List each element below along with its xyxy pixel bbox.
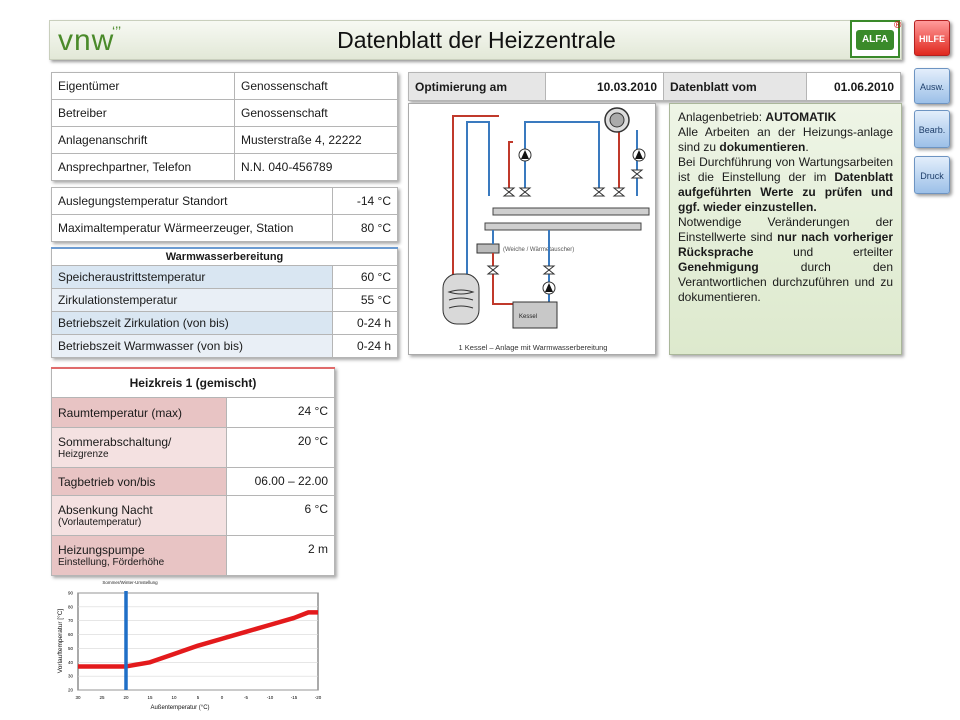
help-button[interactable]: HILFE: [914, 20, 950, 56]
table-row: [52, 154, 398, 181]
day-operation-label: [52, 468, 227, 496]
night-setback-label: [52, 496, 227, 536]
max-temp-value: 80 °C: [333, 215, 398, 242]
plot-frame: [78, 593, 318, 690]
y-tick-label: 90: [67, 590, 73, 596]
circulation-hours-label: Betriebszeit Zirkulation (von bis): [52, 312, 333, 335]
table-row: [52, 335, 398, 358]
operation-mode-label: Anlagenbetrieb:: [678, 110, 766, 124]
contact-label: Ansprechpartner, Telefon: [52, 154, 235, 181]
diagram-caption: 1 Kessel – Anlage mit Warmwasserbereitung: [458, 343, 608, 352]
room-temp-value: 24 °C: [227, 398, 335, 428]
x-tick-label: 25: [99, 695, 105, 700]
page-title: Datenblatt der Heizzentrale: [337, 27, 616, 53]
heating-curve-svg: [40, 576, 330, 711]
alfa-logo-text: ALFA: [856, 30, 894, 50]
print-button[interactable]: Druck: [914, 156, 950, 194]
switch-label: (Weiche / Wärmetauscher): [503, 247, 575, 253]
owner-table: [51, 72, 398, 181]
hot-water-table: [51, 247, 398, 358]
datasheet-date: 01.06.2010: [807, 73, 901, 101]
vnw-logo-mark: ‘’’: [112, 23, 122, 39]
operation-mode-value: AUTOMATIK: [765, 110, 837, 124]
address-label: Anlagenanschrift: [52, 127, 235, 154]
y-tick-label: 40: [67, 659, 73, 665]
notes-paragraph-2: [678, 155, 893, 215]
hot-water-hours-label: Betriebszeit Warmwasser (von bis): [52, 335, 333, 358]
notes-text: .: [805, 140, 809, 154]
circulation-temp-value: 55 °C: [333, 289, 398, 312]
edit-button[interactable]: Bearb.: [914, 110, 950, 148]
table-row: [52, 428, 335, 468]
heating-circuit-table: [51, 367, 335, 576]
notes-text: Bei Durchführung von Wartungsarbeiten ist die Einstellung der im: [678, 155, 893, 184]
select-button[interactable]: Ausw.: [914, 68, 950, 104]
heating-curve-chart: [40, 576, 330, 711]
table-row: [52, 496, 335, 536]
x-tick-label: -10: [266, 695, 274, 700]
optimization-table: [408, 72, 901, 101]
circulation-temp-label: Zirkulationstemperatur: [52, 289, 333, 312]
notes-emphasis: nur nach vorheriger Rücksprache: [678, 230, 893, 259]
x-tick-label: -20: [314, 695, 322, 700]
design-temperature-table: [51, 187, 398, 242]
table-row: [52, 100, 398, 127]
table-row: [52, 215, 398, 242]
table-row: [52, 127, 398, 154]
notes-emphasis: Datenblatt aufgeführten Werte zu prüfen und ggf. wieder einzustellen.: [678, 170, 893, 214]
table-row: [52, 312, 398, 335]
table-row: [52, 468, 335, 496]
notes-text: Alle Arbeiten an der Heizungs-anlage sind zu: [678, 125, 893, 154]
operator-label: Betreiber: [52, 100, 235, 127]
y-tick-label: 20: [67, 687, 73, 693]
room-temp-label-text: Raumtemperatur (max): [58, 405, 183, 420]
notes-emphasis: Genehmigung: [678, 260, 759, 274]
max-temp-label: Maximaltemperatur Wärmeerzeuger, Station: [52, 215, 333, 242]
notes-text: durch den Verantwortlichen durchzuführen und zu dokumentieren.: [678, 260, 893, 304]
day-operation-label-text: Tagbetrieb von/bis: [58, 474, 156, 489]
summer-shutdown-value: 20 °C: [227, 428, 335, 468]
notes-paragraph-1: [678, 125, 893, 155]
notes-text: Notwendige Veränderungen der Einstellwerte sind: [678, 215, 893, 244]
notes-text: und erteilter: [753, 245, 893, 259]
circulation-hours-value: 0-24 h: [333, 312, 398, 335]
contact-value: N.N. 040-456789: [235, 154, 398, 181]
operator-value: Genossenschaft: [235, 100, 398, 127]
header-bar: [49, 20, 902, 60]
day-operation-value: 06.00 – 22.00: [227, 468, 335, 496]
pump-sublabel: Einstellung, Förderhöhe: [58, 557, 165, 568]
heating-schematic-icon: [409, 104, 657, 356]
x-axis-label: Außentemperatur (°C): [150, 705, 210, 711]
table-row: [52, 266, 398, 289]
y-tick-label: 80: [67, 604, 73, 610]
operation-mode-line: [678, 110, 893, 125]
summer-shutdown-label: [52, 428, 227, 468]
registered-icon: ®: [894, 20, 902, 31]
pump-label-text: Heizungspumpe: [58, 543, 145, 557]
night-setback-label-text: Absenkung Nacht: [58, 503, 153, 517]
x-tick-label: -15: [290, 695, 298, 700]
owner-label: Eigentümer: [52, 73, 235, 100]
optimization-date: 10.03.2010: [546, 73, 664, 101]
notes-emphasis: dokumentieren: [719, 140, 806, 154]
room-temp-label: [52, 398, 227, 428]
y-axis-label: Vorlauftemperatur [°C]: [57, 608, 64, 674]
storage-outlet-temp-label: Speicheraustrittstemperatur: [52, 266, 333, 289]
x-tick-label: 20: [123, 695, 129, 700]
table-row: [52, 289, 398, 312]
site-design-temp-value: -14 °C: [333, 188, 398, 215]
x-tick-label: 10: [171, 695, 177, 700]
datasheet-date-label: Datenblatt vom: [664, 73, 807, 101]
pump-label: [52, 536, 227, 576]
x-tick-label: 15: [147, 695, 153, 700]
table-row: [52, 73, 398, 100]
y-tick-label: 50: [67, 645, 73, 651]
table-header-row: [52, 248, 398, 266]
y-tick-label: 60: [67, 632, 73, 638]
y-tick-label: 30: [67, 673, 73, 679]
night-setback-value: 6 °C: [227, 496, 335, 536]
site-design-temp-label: Auslegungstemperatur Standort: [52, 188, 333, 215]
table-row: [52, 536, 335, 576]
x-tick-label: 30: [75, 695, 81, 700]
vnw-logo: vnw: [58, 24, 115, 57]
summer-shutdown-sublabel: Heizgrenze: [58, 449, 109, 460]
alfa-logo: [850, 20, 900, 58]
table-row: [409, 73, 901, 101]
y-tick-label: 70: [67, 618, 73, 624]
summer-shutdown-label-text: Sommerabschaltung/: [58, 435, 172, 449]
night-setback-sublabel: (Vorlautemperatur): [58, 517, 142, 528]
storage-outlet-temp-value: 60 °C: [333, 266, 398, 289]
x-tick-label: 0: [220, 695, 224, 700]
system-diagram: [408, 103, 656, 355]
notes-panel: [669, 103, 902, 355]
x-tick-label: 5: [196, 695, 200, 700]
hot-water-title: Warmwasserbereitung: [52, 248, 398, 266]
address-value: Musterstraße 4, 22222: [235, 127, 398, 154]
marker-label: Sommer/Winter-Umstellung: [102, 580, 158, 585]
owner-value: Genossenschaft: [235, 73, 398, 100]
optimization-label: Optimierung am: [409, 73, 546, 101]
heating-circuit-title: Heizkreis 1 (gemischt): [52, 368, 335, 398]
hot-water-hours-value: 0-24 h: [333, 335, 398, 358]
pump-value: 2 m: [227, 536, 335, 576]
table-row: [52, 398, 335, 428]
x-tick-label: -5: [243, 695, 249, 700]
table-row: [52, 188, 398, 215]
boiler-label: Kessel: [519, 314, 538, 320]
notes-paragraph-3: [678, 215, 893, 305]
table-header-row: [52, 368, 335, 398]
